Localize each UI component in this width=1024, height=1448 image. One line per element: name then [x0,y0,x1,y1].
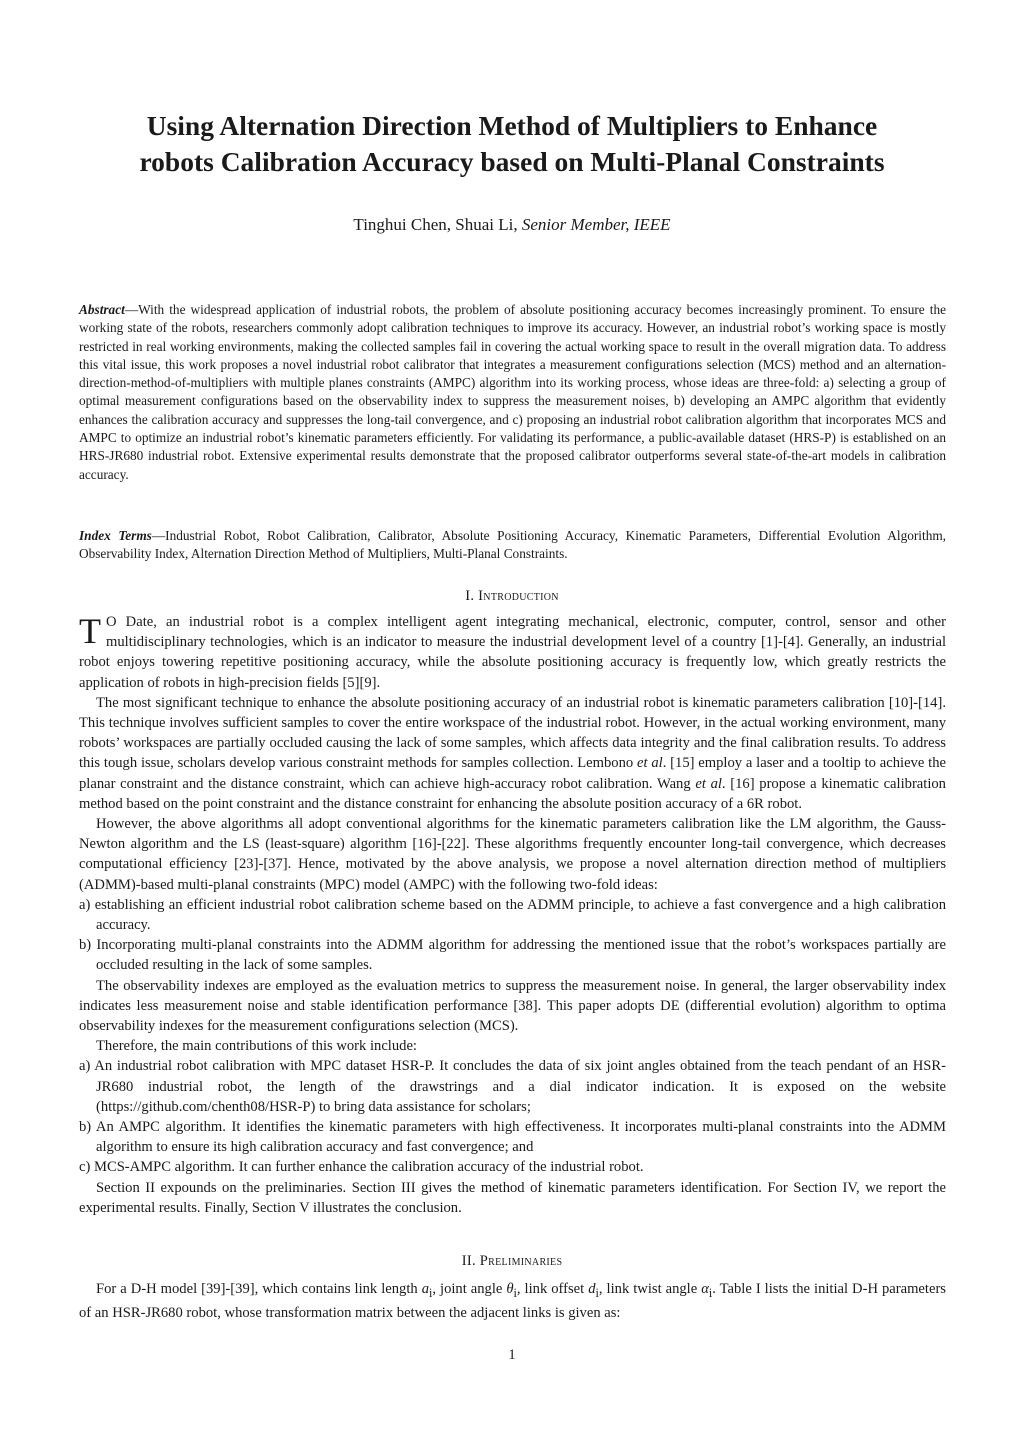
intro-paragraph-2 [79,693,946,814]
section-heading-preliminaries: II. Preliminaries [461,1253,563,1269]
introduction-body [79,612,946,1218]
prelim-paragraph-1 [79,1279,946,1323]
author-line [0,214,1024,236]
idea-item-b: b) Incorporating multi-planal constraints into the ADMM algorithm for addressing the mentioned issue that the robot’s workspaces partially are occluded resulting in the lack of some samples. [79,937,946,974]
preliminaries-body [79,1279,946,1323]
sub-i: i [428,1285,433,1300]
prelim-text-2: , joint angle [432,1281,507,1297]
contribution-item-c: c) MCS-AMPC algorithm. It can further enhance the calibration accuracy of the industrial robot. [79,1159,644,1176]
author-membership: Senior Member, IEEE [521,215,671,234]
index-terms-label: Index Terms [79,528,152,543]
abstract-label: Abstract [79,302,125,317]
index-terms-text: —Industrial Robot, Robot Calibration, Calibrator, Absolute Positioning Accuracy, Kinematic Parameters, Differential Evolution Algorithm, Observability Index, Alternation Direction Method of Multipliers, Multi-Planal Constraints. [79,528,947,562]
intro-paragraph-2-text-a: The most significant technique to enhance the absolute positioning accuracy of an industrial robot is kinematic parameters calibration [10]-[14]. This technique involves sufficient samples to cover the entire workspace of the industrial robot. However, in the actual working environment, many robots’ workspaces are partially occluded causing the lack of some samples, which affects data integrity and the final calibration results. To address this tough issue, scholars develop various constraint methods for samples collection. Lembono [79,694,946,772]
et-al-2: et al [695,775,722,792]
sub-i: i [595,1285,599,1300]
intro-paragraph-3: However, the above algorithms all adopt conventional algorithms for the kinematic parameters calibration like the LM algorithm, the Gauss-Newton algorithm and the LS (least-square) algorithm [16]-[22]. These algorithms frequently encounter long-tail convergence, which decreases computational efficiency [23]-[37]. Hence, motivated by the above analysis, we propose a novel alternation direction method of multipliers (ADMM)-based multi-planal constraints (MPC) model (AMPC) with the following two-fold ideas: [79,816,946,893]
intro-paragraph-2-text-b: . [15] employ a laser and a tooltip to achieve the planar constraint and the distance constraint, which can achieve high-accuracy robot calibration. Wang [79,755,946,792]
abstract-text: —With the widespread application of industrial robots, the problem of absolute positioning accuracy becomes increasingly prominent. To ensure the working state of the robots, researchers commonly adopt calibration techniques to improve its accuracy. However, an industrial robot’s working space is mostly restricted in real working environments, making the collected samples fail in covering the actual working space to result in the overall migration data. To address this vital issue, this work proposes a novel industrial robot calibrator that integrates a measurement configurations selection (MCS) method and an alternation-direction-method-of-multipliers with multiple planes constraints (AMPC) algorithm into its working process, whose ideas are three-fold: a) selecting a group of optimal measurement configurations based on the observability index to suppress the measurement noises, b) developing an AMPC algorithm that evidently enhances the calibration accuracy and suppresses the long-tail convergence, and c) proposing an industrial robot calibration algorithm that incorporates MCS and AMPC to optimize an industrial robot’s kinematic parameters efficiently. For validating its performance, a public-available dataset (HRS-P) is established on an HRS-JR680 industrial robot. Extensive experimental results demonstrate that the proposed calibrator outperforms several state-of-the-art models in calibration accuracy. [79,302,946,482]
index-terms [79,527,946,564]
var-theta: θ [506,1281,514,1297]
sub-i: i [513,1285,517,1300]
intro-paragraph-2-text-c: . [16] propose a kinematic calibration method based on the point constraint and the distance constraint for enhancing the absolute position accuracy of a 6R robot. [79,775,946,812]
prelim-text-5: . Table I lists the initial D-H parameters of an HSR-JR680 robot, whose transformation matrix between the adjacent links is given as: [79,1281,946,1322]
prelim-text-4: , link twist angle [598,1281,702,1297]
contribution-item-a: a) An industrial robot calibration with MPC dataset HSR-P. It concludes the data of six joint angles obtained from the teach pendant of an HSR-JR680 industrial robot, the length of the drawstrings and a dial indicator indication. It is exposed on the website (https://github.com/chenth08/HSR-P) to bring data assistance for scholars; [79,1058,946,1115]
var-d: d [588,1281,596,1297]
intro-paragraph-6: Section II expounds on the preliminaries. Section III gives the method of kinematic parameters identification. For Section IV, we report the experimental results. Finally, Section V illustrates the conclusion. [79,1179,946,1216]
abstract [79,301,946,484]
title-line-1: Using Alternation Direction Method of Multipliers to Enhance [146,110,878,141]
title-line-2: robots Calibration Accuracy based on Multi-Planal Constraints [139,146,885,177]
drop-cap: T [79,611,101,651]
prelim-text-3: , link offset [516,1281,589,1297]
idea-item-a: a) establishing an efficient industrial robot calibration scheme based on the ADMM principle, to achieve a fast convergence and a high calibration accuracy. [79,896,946,934]
author-names: Tinghui Chen, Shuai Li, [353,215,522,234]
sub-i: i [708,1285,713,1300]
section-heading-introduction: I. Introduction [465,588,559,604]
intro-paragraph-1 [79,612,946,693]
intro-paragraph-1-text: O Date, an industrial robot is a complex intelligent agent integrating mechanical, electronic, computer, control, sensor and other multidisciplinary technologies, which is an indicator to measure the industrial development level of a country [1]-[4]. Generally, an industrial robot enjoys towering repetitive positioning accuracy, while the absolute positioning accuracy is frequently low, which greatly restricts the application of robots in high-precision fields [5][9]. [79,614,946,691]
var-alpha: α [701,1281,709,1297]
page-number: 1 [508,1347,516,1363]
contribution-item-b: b) An AMPC algorithm. It identifies the kinematic parameters with high effectiveness. It incorporates multi-planal constraints into the ADMM algorithm to ensure its high calibration accuracy and fast convergence; and [79,1119,946,1156]
intro-paragraph-5: Therefore, the main contributions of this work include: [96,1038,417,1055]
prelim-text-1: For a D-H model [39]-[39], which contains link length [96,1281,422,1297]
et-al-1: et al [637,755,663,772]
intro-paragraph-4: The observability indexes are employed as the evaluation metrics to suppress the measurement noise. In general, the larger observability index indicates less measurement noise and stable identification performance [38]. This paper adopts DE (differential evolution) algorithm to optima observability indexes for the measurement configurations selection (MCS). [79,977,946,1035]
paper-title [60,108,964,180]
var-a: a [421,1281,429,1297]
